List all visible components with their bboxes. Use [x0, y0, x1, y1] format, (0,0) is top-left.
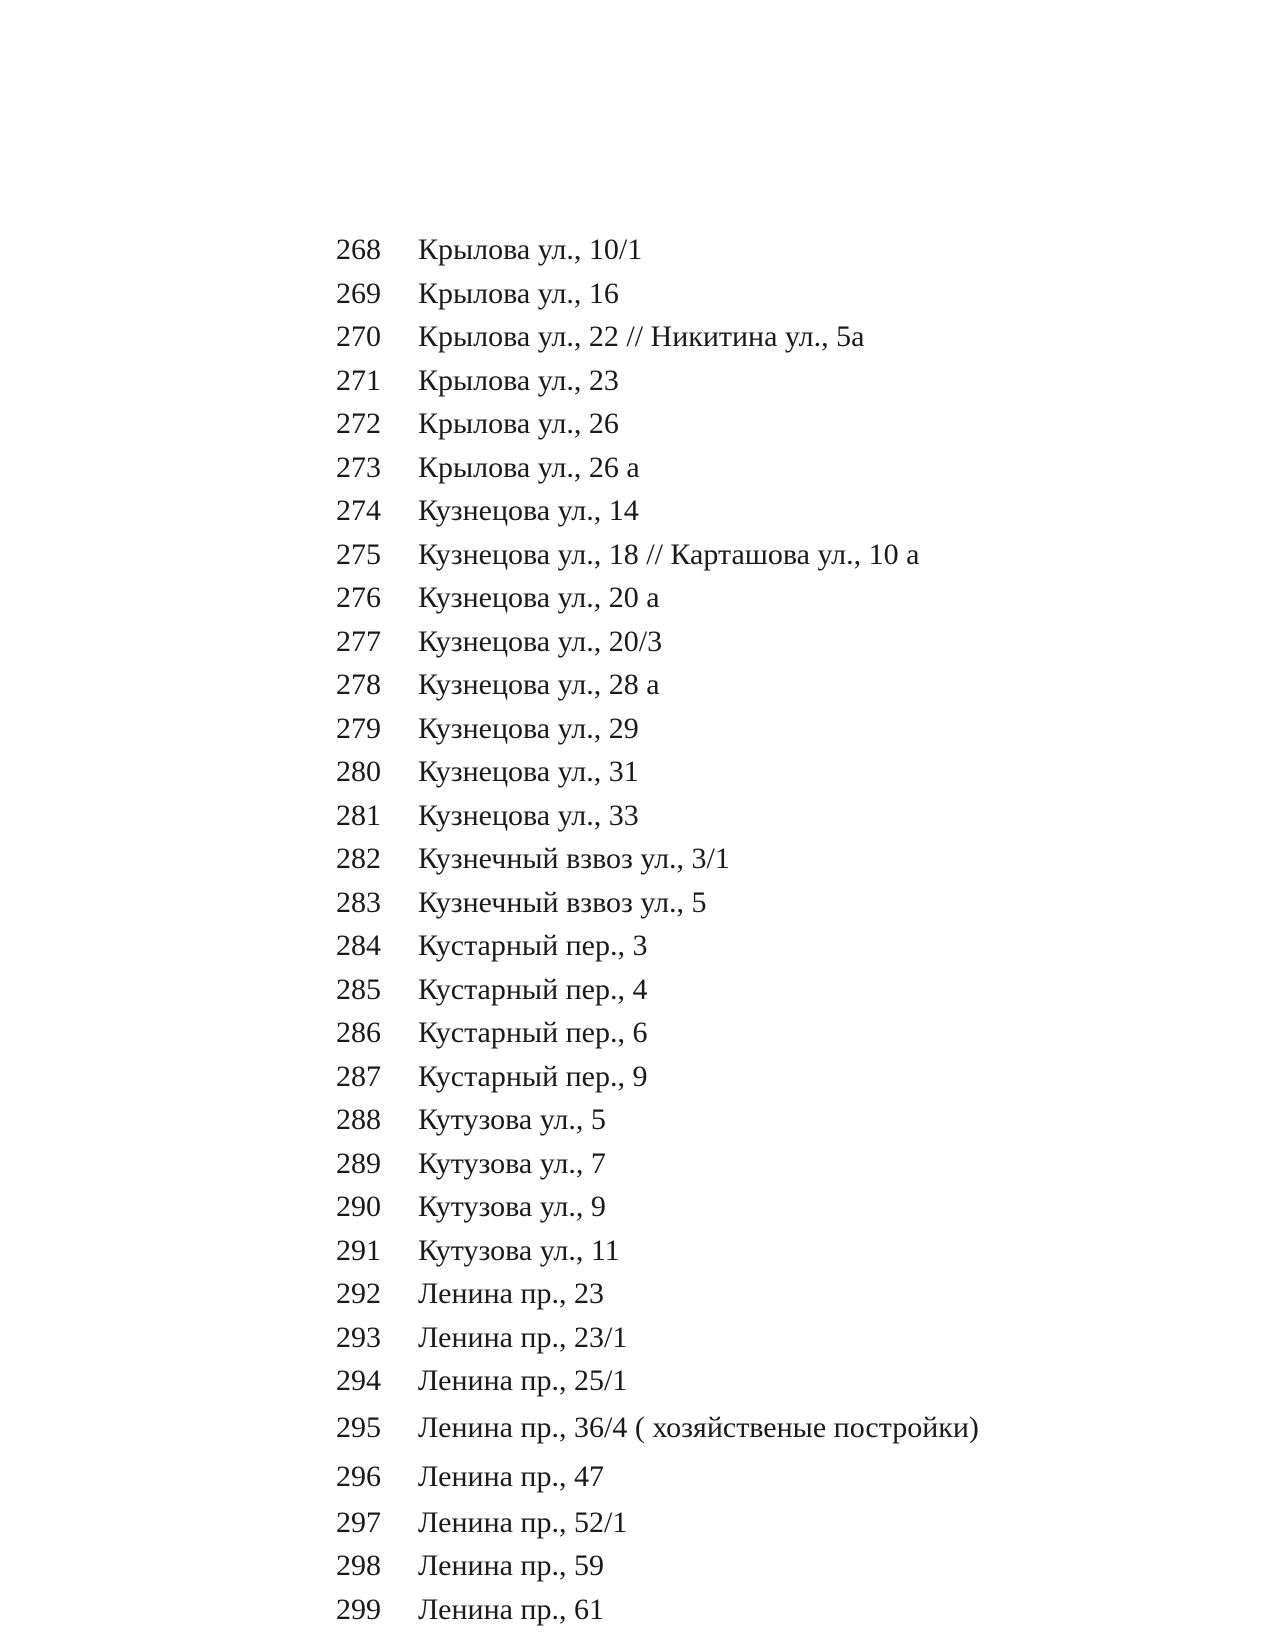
item-number: 276	[336, 581, 381, 614]
item-address: Кузнецова ул., 33	[418, 798, 639, 832]
item-number: 291	[336, 1233, 381, 1267]
item-address: Крылова ул., 22 // Никитина ул., 5а	[418, 320, 865, 353]
item-address: Ленина пр., 47	[418, 1459, 604, 1493]
item-number: 272	[336, 407, 381, 440]
list-item	[336, 315, 1136, 359]
item-address: Кутузова ул., 5	[418, 1103, 606, 1136]
item-address: Кустарный пер., 9	[418, 1059, 648, 1093]
list-item	[336, 1544, 1136, 1588]
item-number: 287	[336, 1059, 381, 1093]
item-address: Крылова ул., 26	[418, 407, 619, 440]
item-address: Ленина пр., 59	[418, 1549, 604, 1582]
list-item	[336, 576, 1136, 620]
list-item	[336, 1185, 1136, 1229]
list-item	[336, 402, 1136, 446]
item-number: 296	[336, 1459, 381, 1493]
list-item	[336, 446, 1136, 490]
item-address: Кутузова ул., 9	[418, 1190, 606, 1223]
item-address: Кузнецова ул., 31	[418, 755, 639, 788]
list-item	[336, 881, 1136, 925]
item-number: 274	[336, 494, 381, 527]
item-number: 282	[336, 842, 381, 875]
item-address: Кузнецова ул., 29	[418, 711, 639, 745]
list-item	[336, 228, 1136, 272]
item-number: 298	[336, 1549, 381, 1582]
item-number: 295	[336, 1410, 381, 1444]
item-number: 277	[336, 624, 381, 658]
list-item	[336, 663, 1136, 707]
item-address: Кутузова ул., 11	[418, 1233, 620, 1267]
list-item	[336, 1272, 1136, 1316]
item-address: Кузнецова ул., 14	[418, 494, 639, 527]
list-item	[336, 1501, 1136, 1545]
item-number: 281	[336, 798, 381, 832]
list-item	[336, 1316, 1136, 1360]
item-number: 286	[336, 1016, 381, 1049]
item-address: Крылова ул., 26 а	[418, 450, 640, 484]
item-address: Кустарный пер., 6	[418, 1016, 648, 1049]
item-address: Кузнецова ул., 20 а	[418, 581, 660, 614]
item-address: Крылова ул., 10/1	[418, 233, 643, 266]
list-item	[336, 707, 1136, 751]
item-address: Кустарный пер., 4	[418, 972, 648, 1006]
item-number: 273	[336, 450, 381, 484]
item-address: Кузнецова ул., 28 а	[418, 668, 660, 701]
item-number: 290	[336, 1190, 381, 1223]
list-item	[336, 1359, 1136, 1403]
list-item	[336, 1452, 1136, 1501]
item-number: 279	[336, 711, 381, 745]
item-address: Крылова ул., 23	[418, 363, 619, 397]
item-number: 294	[336, 1364, 381, 1397]
item-number: 269	[336, 276, 381, 310]
item-address: Крылова ул., 16	[418, 276, 619, 310]
list-item	[336, 1229, 1136, 1273]
list-item	[336, 1011, 1136, 1055]
item-address: Ленина пр., 36/4 ( хозяйственые постройки)	[418, 1410, 979, 1444]
item-number: 280	[336, 755, 381, 788]
item-number: 275	[336, 537, 381, 571]
list-item	[336, 1098, 1136, 1142]
item-address: Ленина пр., 25/1	[418, 1364, 628, 1397]
list-item	[336, 794, 1136, 838]
item-number: 299	[336, 1592, 381, 1626]
item-address: Кузнецова ул., 20/3	[418, 624, 663, 658]
item-number: 293	[336, 1320, 381, 1354]
item-number: 292	[336, 1277, 381, 1310]
list-item	[336, 1142, 1136, 1186]
list-item	[336, 924, 1136, 968]
list-item	[336, 968, 1136, 1012]
item-number: 268	[336, 233, 381, 266]
item-number: 283	[336, 885, 381, 919]
item-address: Кузнецова ул., 18 // Карташова ул., 10 а	[418, 537, 920, 571]
item-address: Кузнечный взвоз ул., 3/1	[418, 842, 730, 875]
list-item	[336, 837, 1136, 881]
list-item	[336, 1055, 1136, 1099]
list-item	[336, 620, 1136, 664]
item-address: Ленина пр., 23/1	[418, 1320, 628, 1354]
item-number: 285	[336, 972, 381, 1006]
list-item	[336, 750, 1136, 794]
item-number: 284	[336, 929, 381, 962]
item-address: Ленина пр., 52/1	[418, 1505, 628, 1539]
address-list	[336, 228, 1136, 1631]
item-address: Ленина пр., 61	[418, 1592, 604, 1626]
list-item	[336, 1403, 1136, 1452]
item-address: Ленина пр., 23	[418, 1277, 604, 1310]
item-number: 288	[336, 1103, 381, 1136]
list-item	[336, 533, 1136, 577]
item-number: 289	[336, 1146, 381, 1180]
list-item	[336, 1588, 1136, 1632]
item-address: Кутузова ул., 7	[418, 1146, 606, 1180]
item-number: 297	[336, 1505, 381, 1539]
item-address: Кустарный пер., 3	[418, 929, 648, 962]
item-number: 278	[336, 668, 381, 701]
list-item	[336, 489, 1136, 533]
list-item	[336, 359, 1136, 403]
item-address: Кузнечный взвоз ул., 5	[418, 885, 707, 919]
item-number: 270	[336, 320, 381, 353]
item-number: 271	[336, 363, 381, 397]
list-item	[336, 272, 1136, 316]
